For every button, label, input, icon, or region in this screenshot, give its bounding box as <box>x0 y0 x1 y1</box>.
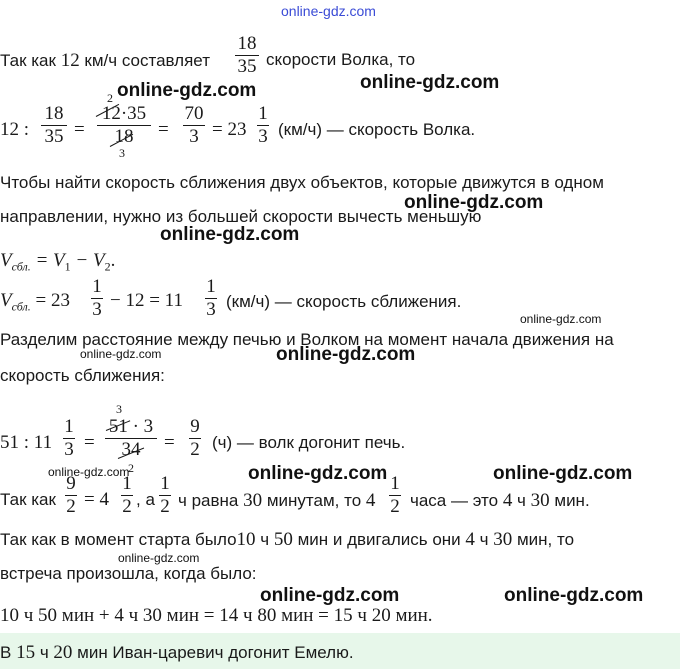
paragraph-5-line-1 <box>0 529 574 551</box>
p5-a: Так как в момент старта было <box>0 530 237 549</box>
numerator: 1 <box>92 276 102 297</box>
denominator: 35 <box>237 56 257 77</box>
watermark[interactable]: online-gdz.com <box>118 551 200 565</box>
denominator: 3 <box>258 126 268 147</box>
eq1-tail: (км/ч) — скорость Волка. <box>278 120 476 139</box>
fraction-9-2 <box>64 473 78 518</box>
denominator: 2 <box>190 439 200 460</box>
answer-box <box>0 633 680 669</box>
numerator: 9 <box>190 416 200 437</box>
denominator: 34 <box>121 439 141 460</box>
denominator: 3 <box>206 299 216 320</box>
watermark[interactable]: online-gdz.com <box>248 463 388 484</box>
value-30: 30 <box>530 490 550 511</box>
numerator: 18 <box>44 103 64 124</box>
paragraph-5-line-2: встреча произошла, когда было: <box>0 564 257 583</box>
paragraph-1 <box>0 50 210 72</box>
v-minus: − V <box>75 250 105 271</box>
fraction-1-2 <box>158 473 172 518</box>
v2-eq: = 23 <box>35 290 70 311</box>
watermark[interactable]: online-gdz.com <box>160 224 300 245</box>
unit-h: ч <box>517 491 526 510</box>
watermark[interactable]: online-gdz.com <box>493 463 633 484</box>
value-4: 4 <box>365 490 376 511</box>
p5-c: мин и двигались они <box>297 530 461 549</box>
denominator: 35 <box>44 126 64 147</box>
denominator: 18 <box>114 126 134 147</box>
v-symbol: V <box>0 250 12 271</box>
numerator: 1 <box>390 473 400 494</box>
numerator: 51 · 3 <box>108 416 154 437</box>
v-sub-1: 1 <box>64 259 71 274</box>
value-30: 30 <box>493 529 513 550</box>
numerator: 12·35 <box>101 103 147 124</box>
eq1-small-2: 2 <box>107 91 113 105</box>
numerator: 70 <box>184 103 204 124</box>
p4-eq: = 4 <box>84 489 109 510</box>
text-p1-unit: км/ч составляет <box>84 51 210 70</box>
v2-tail: (км/ч) — скорость сближения. <box>226 292 462 311</box>
watermark[interactable]: online-gdz.com <box>276 344 416 365</box>
denominator: 2 <box>122 496 132 517</box>
value-30: 30 <box>243 490 263 511</box>
numerator: 1 <box>122 473 132 494</box>
v-symbol: V <box>0 290 12 311</box>
fraction-513-34 <box>104 416 158 461</box>
text-p1-a: Так как <box>0 51 56 70</box>
fraction-1235-18 <box>96 103 152 148</box>
watermark[interactable]: online-gdz.com <box>404 192 544 213</box>
watermark-top[interactable]: online-gdz.com <box>281 3 376 19</box>
value-4: 4 <box>465 529 475 550</box>
fraction-70-3 <box>182 103 206 148</box>
equals: = <box>84 432 95 453</box>
v-sub-2: 2 <box>104 259 111 274</box>
watermark[interactable]: online-gdz.com <box>520 312 602 326</box>
watermark[interactable]: online-gdz.com <box>80 347 162 361</box>
answer-c: мин Иван-царевич догонит Емелю. <box>77 643 354 662</box>
equals: = <box>158 119 169 140</box>
value-10: 10 <box>236 529 256 550</box>
unit-h: ч <box>260 530 270 549</box>
watermark[interactable]: online-gdz.com <box>260 585 400 606</box>
numerator: 9 <box>66 473 76 494</box>
v2-mid: − 12 = 11 <box>110 290 183 311</box>
paragraph-3-line-2: скорость сближения: <box>0 366 165 385</box>
value-20: 20 <box>53 642 73 663</box>
paragraph-3-line-1: Разделим расстояние между печью и Волком на момент начала движения на <box>0 330 614 349</box>
eq1-small-3: 3 <box>119 146 125 160</box>
v-dot: . <box>110 250 116 271</box>
fraction-18-35-b <box>40 103 68 148</box>
v-formula <box>0 250 115 274</box>
p5-e: мин, то <box>516 530 575 549</box>
v-rest: = V <box>35 250 65 271</box>
v-subscript: сбл. <box>11 299 31 314</box>
text-p1-b: скорости Волка, то <box>266 50 416 69</box>
p4-end <box>410 490 590 512</box>
denominator: 3 <box>92 299 102 320</box>
fraction-1-3 <box>256 103 270 148</box>
eq1-23: = 23 <box>212 119 247 140</box>
equals: = <box>164 432 175 453</box>
answer-a: В <box>0 643 12 662</box>
numerator: 1 <box>206 276 216 297</box>
denominator: 2 <box>66 496 76 517</box>
fraction-1-3 <box>62 416 76 461</box>
value-15: 15 <box>16 642 36 663</box>
value-12: 12 <box>60 50 80 71</box>
value-4: 4 <box>502 490 513 511</box>
watermark[interactable]: online-gdz.com <box>48 465 130 479</box>
eq3-small-2: 2 <box>128 461 134 475</box>
p4-b: ч равна <box>178 491 239 510</box>
p4-a: Так как <box>0 490 56 509</box>
numerator: 1 <box>160 473 170 494</box>
numerator: 1 <box>258 103 268 124</box>
denominator: 3 <box>189 126 199 147</box>
p4-d: часа — это <box>410 491 499 510</box>
eq3-small-3: 3 <box>116 402 122 416</box>
value-50: 50 <box>273 529 293 550</box>
numerator: 18 <box>237 33 257 54</box>
fraction-9-2 <box>188 416 202 461</box>
eq3-51: 51 : 11 <box>0 432 53 453</box>
eq3-tail: (ч) — волк догонит печь. <box>212 433 406 452</box>
fraction-1-3 <box>204 276 218 321</box>
unit-h: ч <box>479 530 489 549</box>
unit-h: ч <box>39 643 49 662</box>
numerator: 1 <box>64 416 74 437</box>
fraction-1-2 <box>388 473 402 518</box>
fraction-1-3 <box>90 276 104 321</box>
watermark[interactable]: online-gdz.com <box>117 80 257 101</box>
p4-rest <box>178 490 375 512</box>
fraction-18-35 <box>234 33 260 78</box>
p4-comma-a: , а <box>136 490 155 509</box>
unit-min: мин. <box>554 491 590 510</box>
v2-formula-start <box>0 290 70 314</box>
v-subscript: сбл. <box>11 259 31 274</box>
eq5: 10 ч 50 мин + 4 ч 30 мин = 14 ч 80 мин = 15 ч 20 мин. <box>0 605 433 626</box>
answer-text <box>0 642 354 664</box>
denominator: 2 <box>160 496 170 517</box>
denominator: 3 <box>64 439 74 460</box>
paragraph-2-line-1: Чтобы найти скорость сближения двух объектов, которые движутся в одном <box>0 173 604 192</box>
denominator: 2 <box>390 496 400 517</box>
p4-c: минутам, то <box>266 491 362 510</box>
equals: = <box>74 119 85 140</box>
eq1-12: 12 : <box>0 119 30 140</box>
fraction-1-2 <box>120 473 134 518</box>
watermark[interactable]: online-gdz.com <box>360 72 500 93</box>
watermark[interactable]: online-gdz.com <box>504 585 644 606</box>
paragraph-2-line-2: направлении, нужно из большей скорости вычесть меньшую <box>0 207 482 226</box>
